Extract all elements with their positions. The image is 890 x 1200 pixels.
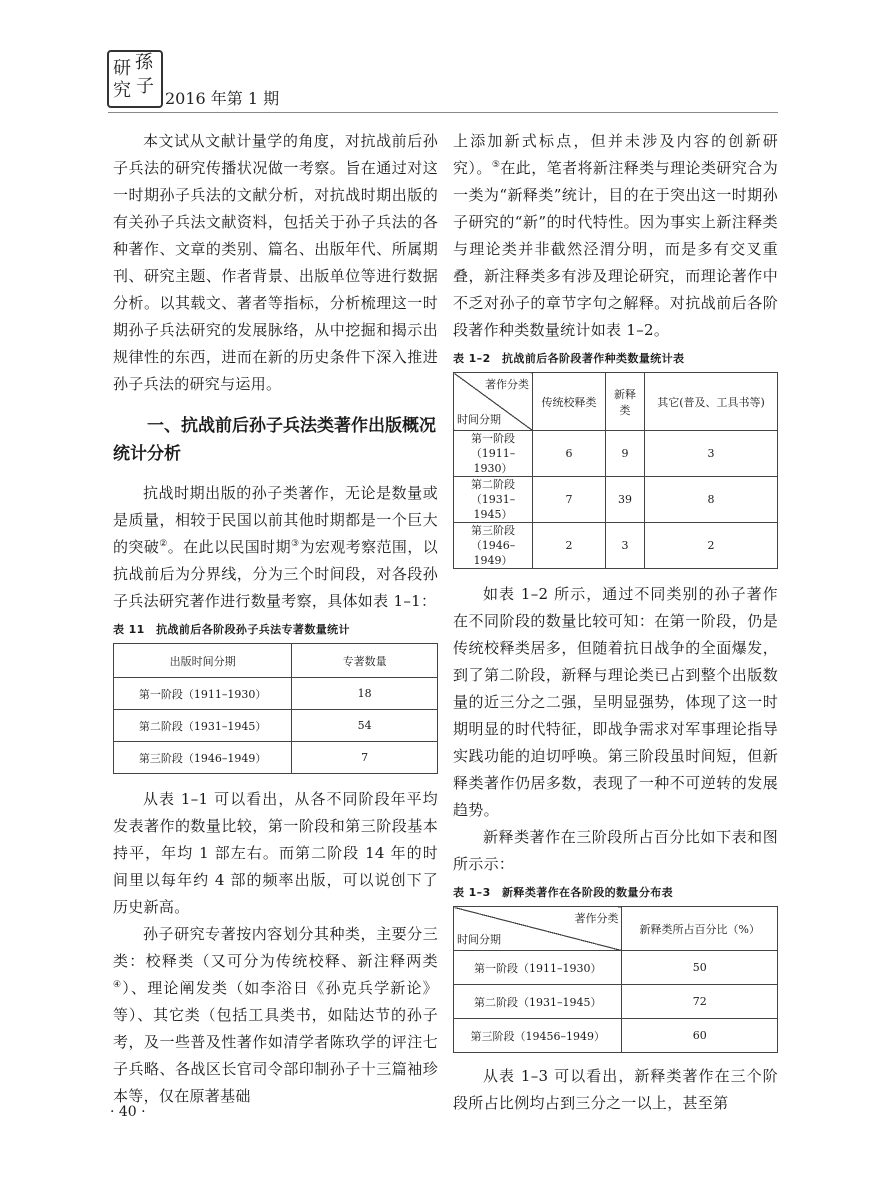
text-span: 上添加新式标点，但并未涉及内容的创新研究）。: [453, 132, 778, 177]
period-years: （1911–1930）: [470, 447, 516, 475]
table-header: 其它(普及、工具书等): [645, 373, 778, 431]
section-heading: 一、抗战前后孙子兵法类著作出版概况统计分析: [113, 416, 436, 464]
table-row: [454, 985, 778, 1019]
logo-char: 究: [113, 80, 131, 101]
logo-char: 孫: [135, 52, 153, 73]
text-span: 抗战时期出版的孙子类著作，无论是数量或是质量，相较于民国以前其他时期都是一个巨大的突破: [113, 484, 438, 556]
table-cell: 18: [292, 678, 438, 710]
header-divider: [108, 112, 778, 113]
table-header: 新释类: [606, 373, 645, 431]
paragraph: 从表 1–3 可以看出，新释类著作在三个阶段所占比例均占到三分之一以上，甚至第: [453, 1067, 778, 1112]
table-cell: 3: [606, 523, 645, 569]
table-cell: [454, 431, 533, 477]
table-row: [454, 1019, 778, 1053]
journal-logo: [107, 50, 163, 108]
logo-char: 研: [113, 58, 131, 79]
diagonal-header-cell: [454, 907, 622, 951]
paragraph: 如表 1–2 所示，通过不同类别的孙子著作在不同阶段的数量比较可知：在第一阶段，仍是传统校释类居多，但随着抗日战争的全面爆发，到了第二阶段，新释与理论类已占到整个出版数量的近三分之二强，呈明显强势，体现了这一时期明显的时代特征，即战争需求对军事理论指导实践功能的迫切呼唤。第三阶段虽时间短，但新释类著作仍居多数，表现了一种不可逆转的发展趋势。: [453, 585, 778, 819]
table-header: 出版时间分期: [114, 644, 292, 678]
text-span: 孙子研究专著按内容划分其种类，主要分三类：校释类（又可分为传统校释、新注释两类: [113, 925, 438, 970]
diagonal-label-top: 著作分类: [485, 378, 529, 391]
table-header: 新释类所占百分比（%）: [622, 907, 778, 951]
table-header: 专著数量: [292, 644, 438, 678]
paragraph: [113, 480, 438, 615]
table-cell: 9: [606, 431, 645, 477]
table-cell: 39: [606, 477, 645, 523]
table-header-row: [454, 373, 778, 431]
table-cell: 2: [533, 523, 606, 569]
page-header: [0, 0, 890, 120]
table-cell: 6: [533, 431, 606, 477]
diagonal-label-top: 著作分类: [574, 912, 619, 925]
footnote-mark: ②: [159, 539, 168, 549]
table-cell: 72: [622, 985, 778, 1019]
table-header-row: [114, 644, 438, 678]
table-caption: 表 11 抗战前后各阶段孙子兵法专著数量统计: [113, 623, 350, 636]
table-row: [454, 431, 778, 477]
table-cell: 50: [622, 951, 778, 985]
diagonal-label-bottom: 时间分期: [457, 413, 501, 426]
table-row: [454, 477, 778, 523]
table-1-1: [113, 643, 438, 774]
footnote-mark: ④: [113, 980, 123, 990]
table-cell: 8: [645, 477, 778, 523]
issue-label: 2016 年第 1 期: [165, 89, 280, 108]
table-cell: 7: [533, 477, 606, 523]
logo-char: 子: [136, 76, 154, 97]
paragraph: [453, 128, 778, 344]
text-span: 在此，笔者将新注释类与理论类研究合为一类为“新释类”统计，目的在于突出这一时期孙子研究的“新”的时代特性。因为事实上新注释类与理论类并非截然泾渭分明，而是多有交叉重叠，新注释类多有涉及理论研究，而理论著作中不乏对孙子的章节字句之解释。对抗战前后各阶段著作种类数量统计如表 1–2。: [453, 159, 779, 339]
table-row: [114, 710, 438, 742]
footnote-mark: ⑤: [491, 160, 501, 170]
period-years: （1931–1945）: [470, 493, 516, 521]
text-span: 。在此以民国时期: [167, 538, 291, 556]
table-header-row: [454, 907, 778, 951]
table-cell: 第三阶段（1946–1949）: [114, 742, 292, 774]
table-caption: 表 1–3 新释类著作在各阶段的数量分布表: [453, 886, 674, 899]
period-label: 第二阶段: [471, 478, 515, 491]
table-cell: 60: [622, 1019, 778, 1053]
text-span: 为宏观考察范围，以抗战前后为分界线，分为三个时间段，对各段孙子兵法研究著作进行数量考察，具体如表 1–1：: [113, 538, 439, 610]
table-row: [454, 951, 778, 985]
table-cell: 2: [645, 523, 778, 569]
table-cell: 7: [292, 742, 438, 774]
table-row: [454, 523, 778, 569]
table-cell: 第二阶段（1931–1945）: [454, 985, 622, 1019]
paragraph: [113, 921, 438, 1110]
left-column: [113, 128, 438, 1110]
table-cell: [454, 477, 533, 523]
right-column: [453, 128, 778, 1117]
table-1-2: [453, 372, 778, 569]
table-1-3: [453, 906, 778, 1053]
table-cell: 3: [645, 431, 778, 477]
table-caption: 表 1–2 抗战前后各阶段著作种类数量统计表: [453, 352, 685, 365]
paragraph: 新释类著作在三阶段所占百分比如下表和图所示示：: [453, 828, 778, 873]
diagonal-label-bottom: 时间分期: [457, 933, 501, 946]
table-row: [114, 678, 438, 710]
paragraph: 从表 1–1 可以看出，从各不同阶段年平均发表著作的数量比较，第一阶段和第三阶段基本持平，年均 1 部左右。而第二阶段 14 年的时间里以每年约 4 部的频率出版，可以说创下了历史新高。: [113, 790, 438, 916]
period-label: 第一阶段: [471, 432, 515, 445]
intro-paragraph: 本文试从文献计量学的角度，对抗战前后孙子兵法的研究传播状况做一考察。旨在通过对这一时期孙子兵法的文献分析，对抗战时期出版的有关孙子兵法文献资料，包括关于孙子兵法的各种著作、文章的类别、篇名、出版年代、所属期刊、研究主题、作者背景、出版单位等进行数据分析。以其载文、著者等指标，分析梳理这一时期孙子兵法研究的发展脉络，从中挖掘和揭示出规律性的东西，进而在新的历史条件下深入推进孙子兵法的研究与运用。: [113, 132, 438, 393]
table-cell: 第一阶段（1911–1930）: [454, 951, 622, 985]
period-years: （1946–1949）: [470, 539, 516, 567]
table-cell: 第二阶段（1931–1945）: [114, 710, 292, 742]
table-cell: 54: [292, 710, 438, 742]
table-header: 传统校释类: [533, 373, 606, 431]
table-row: [114, 742, 438, 774]
period-label: 第三阶段: [471, 524, 515, 537]
diagonal-header-cell: [454, 373, 533, 431]
page-number: · 40 ·: [110, 1104, 146, 1120]
table-cell: 第一阶段（1911–1930）: [114, 678, 292, 710]
text-span: ）、理论阐发类（如李浴日《孙克兵学新论》等）、其它类（包括工具类书，如陆达节的孙子考，及一些普及性著作如清学者陈玖学的评注七子兵略、各战区长官司令部印制孙子十三篇袖珍本等，仅在原著基础: [113, 979, 438, 1105]
table-cell: 第三阶段（19456–1949）: [454, 1019, 622, 1053]
footnote-mark: ③: [290, 539, 300, 549]
table-cell: [454, 523, 533, 569]
